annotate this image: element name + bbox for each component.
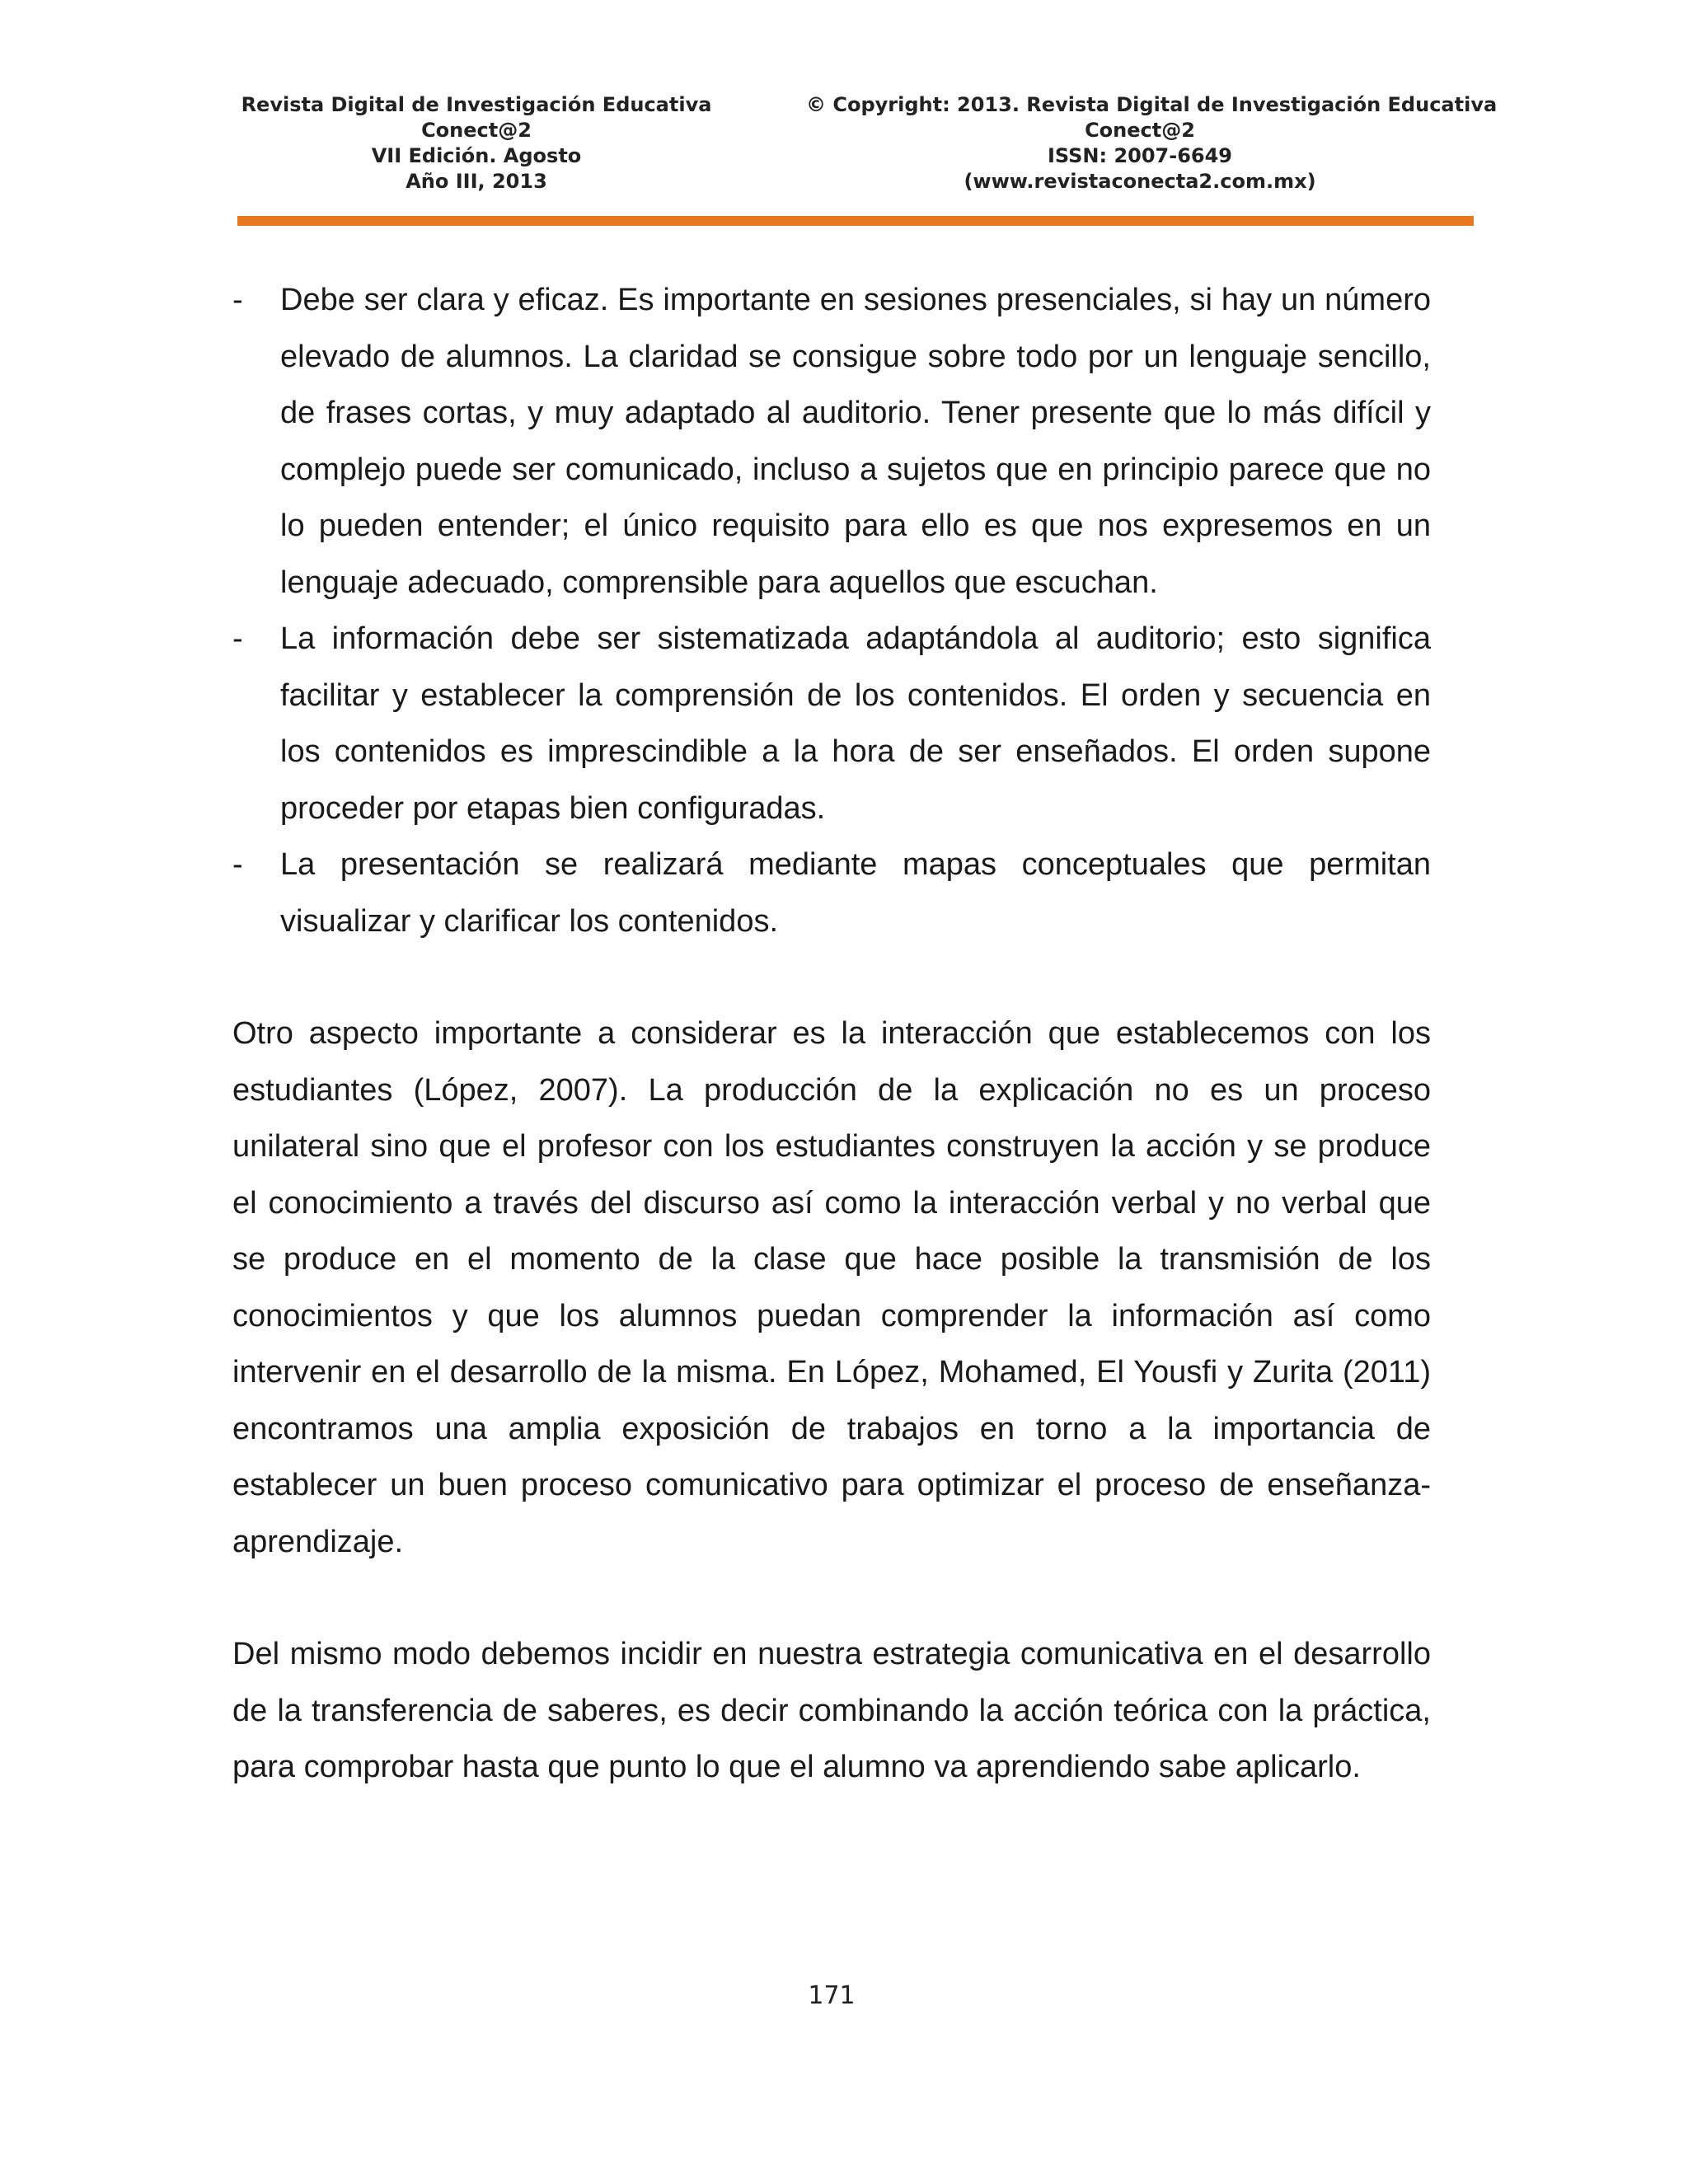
bullet-text: La presentación se realizará mediante mapas conceptuales que permitan visualizar y clarificar los contenidos. bbox=[280, 847, 1431, 939]
journal-title: Revista Digital de Investigación Educativa bbox=[241, 93, 712, 116]
bullet-marker: - bbox=[232, 283, 243, 317]
copyright-journal-name: Conect@2 bbox=[1085, 119, 1195, 142]
page-header bbox=[237, 92, 1498, 216]
bullet-list bbox=[232, 272, 1431, 949]
copyright-line: © Copyright: 2013. Revista Digital de Investigación Educativa bbox=[806, 93, 1498, 116]
bullet-text: Debe ser clara y eficaz. Es importante en sesiones presenciales, si hay un número elevado de alumnos. La claridad se consigue sobre todo por un lenguaje sencillo, de frases cortas, y muy adaptado al auditorio. Tener presente que lo más difícil y complejo puede ser comunicado, incluso a sujetos que en principio parece que no lo pueden entender; el único requisito para ello es que nos expresemos en un lenguaje adecuado, comprensible para aquellos que escuchan. bbox=[280, 283, 1431, 600]
body-paragraph: Del mismo modo debemos incidir en nuestra estrategia comunicativa en el desarrollo de la transferencia de saberes, es decir combinando la acción teórica con la práctica, para comprobar hasta que punto lo que el alumno va aprendiendo sabe aplicarlo. bbox=[232, 1637, 1431, 1784]
bullet-marker: - bbox=[232, 621, 243, 656]
edition-info: VII Edición. Agosto bbox=[371, 144, 582, 167]
bullet-item bbox=[232, 837, 1431, 949]
bullet-marker: - bbox=[232, 847, 243, 882]
page-number: 171 bbox=[808, 1981, 856, 2010]
website-line: (www.revistaconecta2.com.mx) bbox=[964, 170, 1316, 193]
copyright-info bbox=[806, 92, 1498, 194]
bullet-text: La información debe ser sistematizada adaptándola al auditorio; esto significa facilitar y establecer la comprensión de los contenidos. El orden y secuencia en los contenidos es imprescindible a la hora de ser enseñados. El orden supone proceder por etapas bien configuradas. bbox=[280, 621, 1431, 826]
header-divider bbox=[237, 216, 1474, 226]
journal-name: Conect@2 bbox=[421, 119, 532, 142]
bullet-item bbox=[232, 611, 1431, 837]
year-info: Año III, 2013 bbox=[406, 170, 547, 193]
issn-line: ISSN: 2007-6649 bbox=[1047, 144, 1232, 167]
journal-info bbox=[237, 92, 715, 194]
body-paragraph: Otro aspecto importante a considerar es la interacción que establecemos con los estudiantes (López, 2007). La producción de la explicación no es un proceso unilateral sino que el profesor con los estudiantes construyen la acción y se produce el conocimiento a través del discurso así como la interacción verbal y no verbal que se produce en el momento de la clase que hace posible la transmisión de los conocimientos y que los alumnos puedan comprender la información así como intervenir en el desarrollo de la misma. En López, Mohamed, El Yousfi y Zurita (2011) encontramos una amplia exposición de trabajos en torno a la importancia de establecer un buen proceso comunicativo para optimizar el proceso de enseñanza-aprendizaje. bbox=[232, 1016, 1431, 1559]
bullet-item bbox=[232, 272, 1431, 611]
page-body bbox=[232, 272, 1431, 1796]
